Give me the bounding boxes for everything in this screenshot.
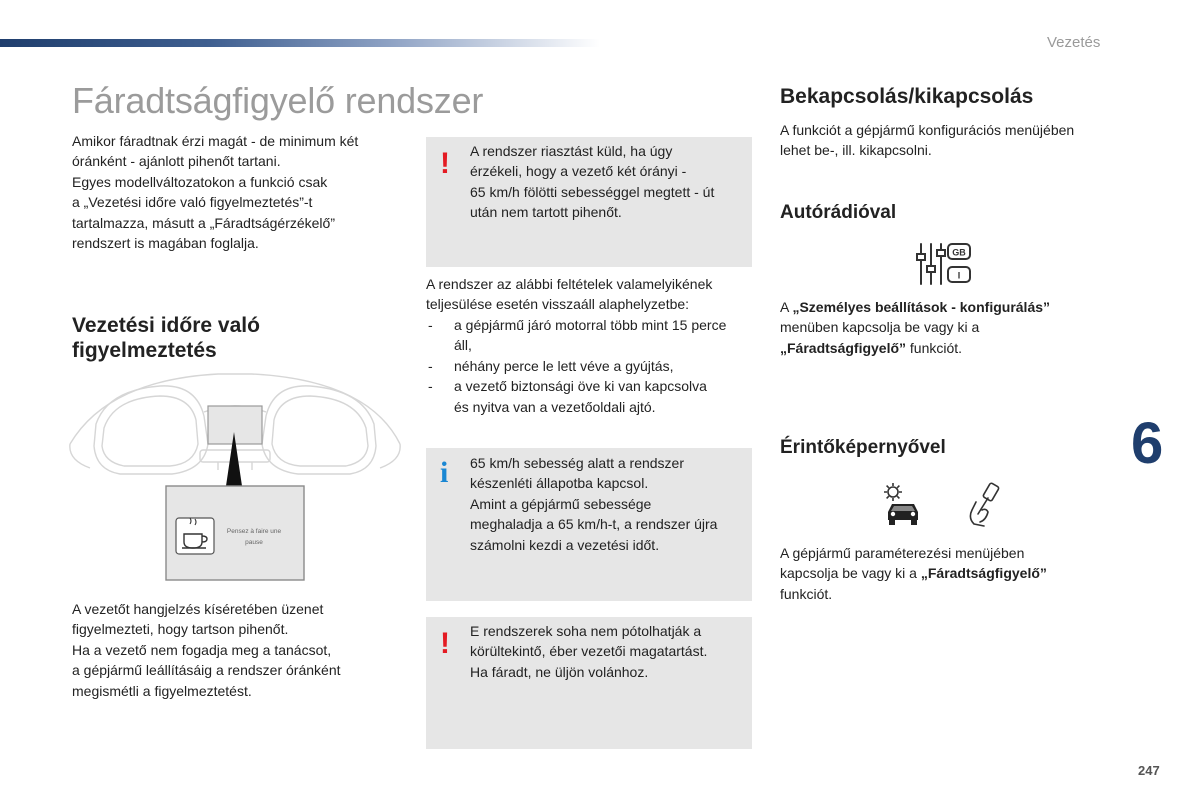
screen-area [208,406,262,444]
alert-box-rest [426,137,752,267]
on-off-line: A funkciót a gépjármű konfigurációs menüjében [780,122,1075,138]
intro-paragraph [72,131,402,253]
language-gb-label: GB [952,247,966,258]
intro-line: Amikor fáradtnak érzi magát - de minimum két [72,133,359,149]
heading-line: figyelmeztetés [72,339,217,362]
section-label: Vezetés [1047,34,1101,51]
list-item-line: - a vezető biztonsági öve ki van kapcsolva [454,378,707,395]
warning-exclamation-icon: ! [440,147,450,180]
function-name: „Fáradtságfigyelő” [780,339,907,356]
list-item [426,356,756,376]
intro-line: rendszert is magában foglalja. [72,235,259,252]
info-line: 65 km/h sebesség alatt a rendszer [470,455,685,471]
list-item-line: és nyitva van a vezetőoldali ajtó. [454,398,656,415]
warning-line: A vezetőt hangjelzés kíséretében üzenet [72,601,324,617]
alert-line: körültekintő, éber vezetői magatartást. [470,643,708,660]
radio-instruction-line: „Fáradtságfigyelő” funkciót. [780,339,963,356]
header-gradient-bar [0,39,600,47]
vehicle-settings-icon [880,480,926,528]
reset-conditions-list [426,315,756,417]
heading-radio: Autórádióval [780,202,897,223]
settings-sliders-icon [915,240,973,288]
info-box-speed [426,448,752,601]
heading-on-off: Bekapcsolás/kikapcsolás [780,85,1034,108]
radio-instruction-line: A „Személyes beállítások - konfigurálás” [780,299,1051,315]
info-box-text [470,453,742,555]
alert-box-text [470,141,742,223]
alert-line: A rendszer riasztást küld, ha úgy [470,143,673,159]
reset-intro-line: teljesülése esetén visszaáll alaphelyzetbe: [426,296,690,313]
alert-line: után nem tartott pihenőt. [470,204,622,221]
alert-box-vigilance [426,617,752,749]
reset-intro [426,274,756,315]
warning-line: Ha a vezető nem fogadja meg a tanácsot, [72,641,332,658]
info-icon: i [440,456,449,489]
section-heading-driving-time [72,313,392,363]
on-off-paragraph [780,120,1120,161]
radio-instruction-line: menüben kapcsolja be vagy ki a [780,319,980,336]
instrument-cluster-illustration [68,372,402,582]
list-item-line: - a gépjármű járó motorral több mint 15 perce [454,317,727,333]
info-line: készenléti állapotba kapcsol. [470,475,649,492]
on-off-line: lehet be-, ill. kikapcsolni. [780,142,932,159]
touch-instructions [780,543,1120,604]
alert-line: érzékeli, hogy a vezető két órányi - [470,163,687,180]
warning-exclamation-icon: ! [440,627,450,660]
chapter-number: 6 [1131,411,1164,476]
heading-line: Vezetési időre való [72,314,260,337]
touch-instruction-line: funkciót. [780,585,833,602]
menu-name: „Személyes beállítások - konfigurálás” [792,299,1051,315]
alert-line: E rendszerek soha nem pótolhatják a [470,623,702,639]
page-number: 247 [1138,763,1160,778]
heading-touchscreen: Érintőképernyővel [780,437,946,458]
info-line: Amint a gépjármű sebessége [470,495,652,512]
warning-line: figyelmezteti, hogy tartson pihenőt. [72,621,289,638]
radio-instructions [780,297,1120,358]
alert-line: 65 km/h fölötti sebességgel megtett - út [470,183,715,200]
info-line: meghaladja a 65 km/h-t, a rendszer újra [470,516,718,533]
warning-line: a gépjármű leállításáig a rendszer óránként [72,662,341,679]
list-item [426,376,756,417]
intro-line: tartalmazza, másutt a „Fáradtságérzékelő” [72,214,335,231]
touch-hand-icon [962,480,1006,528]
touch-instruction-line: A gépjármű paraméterezési menüjében [780,545,1025,561]
touch-instruction-line: kapcsolja be vagy ki a „Fáradtságfigyelő” [780,565,1047,582]
alert-box-text [470,621,742,682]
list-item [426,315,756,356]
warning-line: megismétli a figyelmeztetést. [72,682,252,699]
intro-line: a „Vezetési időre való figyelmeztetés”-t [72,194,313,211]
language-i-label: I [957,270,961,281]
list-item-line: áll, [454,337,472,354]
function-name: „Fáradtságfigyelő” [920,565,1047,582]
reset-intro-line: A rendszer az alábbi feltételek valamelyikének [426,276,713,292]
list-item-line: - néhány perce le lett véve a gyújtás, [454,357,674,374]
display-message-line: pause [245,539,263,546]
display-message-line: Pensez à faire une [226,528,282,535]
intro-line: Egyes modellváltozatokon a funkció csak [72,173,328,190]
warning-paragraph [72,599,402,701]
page-title: Fáradtságfigyelő rendszer [72,80,484,121]
info-line: számolni kezdi a vezetési időt. [470,536,660,553]
intro-line: óránként - ajánlott pihenőt tartani. [72,153,281,170]
alert-line: Ha fáradt, ne üljön volánhoz. [470,663,649,680]
